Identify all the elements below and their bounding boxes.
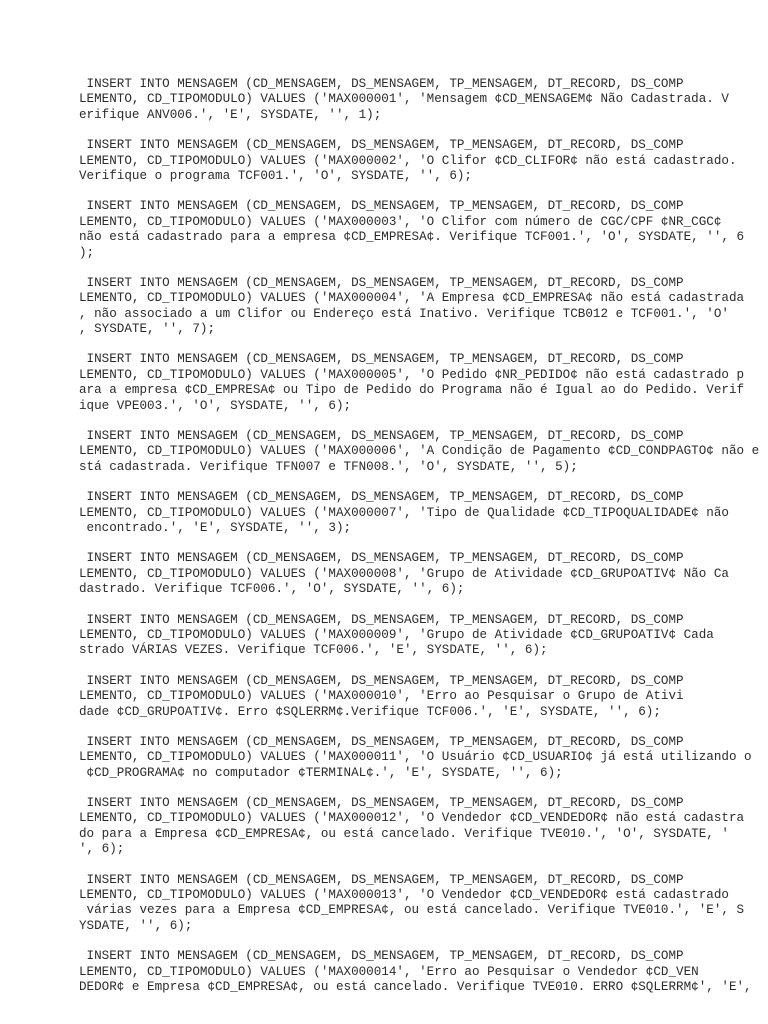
statement-text-line: LEMENTO, CD_TIPOMODULO) VALUES ('MAX000012', 'O Vendedor ¢CD_VENDEDOR¢ não está cadastra — [79, 811, 745, 826]
sql-insert-statement — [79, 613, 764, 659]
sql-insert-statement — [79, 490, 764, 536]
sql-insert-statement — [79, 735, 764, 781]
sql-insert-statement — [79, 352, 764, 414]
statement-text-line: INSERT INTO MENSAGEM (CD_MENSAGEM, DS_MENSAGEM, TP_MENSAGEM, DT_RECORD, DS_COMP — [79, 138, 684, 153]
statement-text-line: LEMENTO, CD_TIPOMODULO) VALUES ('MAX000005', 'O Pedido ¢NR_PEDIDO¢ não está cadastrado p — [79, 367, 745, 382]
statement-text-line: INSERT INTO MENSAGEM (CD_MENSAGEM, DS_MENSAGEM, TP_MENSAGEM, DT_RECORD, DS_COMP — [79, 734, 684, 749]
statement-text-line: INSERT INTO MENSAGEM (CD_MENSAGEM, DS_MENSAGEM, TP_MENSAGEM, DT_RECORD, DS_COMP — [79, 352, 684, 367]
statement-text-line: INSERT INTO MENSAGEM (CD_MENSAGEM, DS_MENSAGEM, TP_MENSAGEM, DT_RECORD, DS_COMP — [79, 872, 684, 887]
statement-text-line: INSERT INTO MENSAGEM (CD_MENSAGEM, DS_MENSAGEM, TP_MENSAGEM, DT_RECORD, DS_COMP — [79, 612, 684, 627]
sql-insert-statement — [79, 949, 764, 995]
statement-text-line: INSERT INTO MENSAGEM (CD_MENSAGEM, DS_MENSAGEM, TP_MENSAGEM, DT_RECORD, DS_COMP — [79, 199, 684, 214]
statement-text-line: do para a Empresa ¢CD_EMPRESA¢, ou está cancelado. Verifique TVE010.', 'O', SYSDATE, ' — [79, 826, 729, 841]
sql-insert-statement — [79, 276, 764, 338]
statement-text-line: LEMENTO, CD_TIPOMODULO) VALUES ('MAX000008', 'Grupo de Atividade ¢CD_GRUPOATIV¢ Não Ca — [79, 566, 729, 581]
statement-text-line: LEMENTO, CD_TIPOMODULO) VALUES ('MAX000010', 'Erro ao Pesquisar o Grupo de Ativi — [79, 689, 684, 704]
statement-text-line: LEMENTO, CD_TIPOMODULO) VALUES ('MAX000014', 'Erro ao Pesquisar o Vendedor ¢CD_VEN — [79, 964, 699, 979]
statement-text-line: LEMENTO, CD_TIPOMODULO) VALUES ('MAX000011', 'O Usuário ¢CD_USUARIO¢ já está utilizando o — [79, 750, 752, 765]
statement-text-line: ); — [79, 245, 95, 260]
statement-text-line: INSERT INTO MENSAGEM (CD_MENSAGEM, DS_MENSAGEM, TP_MENSAGEM, DT_RECORD, DS_COMP — [79, 673, 684, 688]
statement-text-line: erifique ANV006.', 'E', SYSDATE, '', 1); — [79, 107, 382, 122]
statement-text-line: não está cadastrado para a empresa ¢CD_EMPRESA¢. Verifique TCF001.', 'O', SYSDATE, '', 6 — [79, 230, 745, 245]
statement-text-line: DEDOR¢ e Empresa ¢CD_EMPRESA¢, ou está cancelado. Verifique TVE010. ERRO ¢SQLERRM¢', 'E', — [79, 979, 752, 994]
sql-insert-statement — [79, 796, 764, 858]
sql-insert-statement — [79, 674, 764, 720]
statement-text-line: várias vezes para a Empresa ¢CD_EMPRESA¢, ou está cancelado. Verifique TVE010.', 'E', S — [79, 903, 745, 918]
statement-text-line: stá cadastrada. Verifique TFN007 e TFN008.', 'O', SYSDATE, '', 5); — [79, 459, 578, 474]
statement-text-line: encontrado.', 'E', SYSDATE, '', 3); — [79, 520, 352, 535]
statement-text-line: strado VÁRIAS VEZES. Verifique TCF006.', 'E', SYSDATE, '', 6); — [79, 643, 548, 658]
statement-text-line: LEMENTO, CD_TIPOMODULO) VALUES ('MAX000001', 'Mensagem ¢CD_MENSAGEM¢ Não Cadastrada. V — [79, 92, 729, 107]
sql-insert-statement — [79, 77, 764, 123]
statement-text-line: ', 6); — [79, 842, 125, 857]
sql-insert-statement — [79, 551, 764, 597]
statement-text-line: dastrado. Verifique TCF006.', 'O', SYSDATE, '', 6); — [79, 582, 465, 597]
statement-text-line: INSERT INTO MENSAGEM (CD_MENSAGEM, DS_MENSAGEM, TP_MENSAGEM, DT_RECORD, DS_COMP — [79, 551, 684, 566]
statement-text-line: INSERT INTO MENSAGEM (CD_MENSAGEM, DS_MENSAGEM, TP_MENSAGEM, DT_RECORD, DS_COMP — [79, 275, 684, 290]
statement-text-line: LEMENTO, CD_TIPOMODULO) VALUES ('MAX000003', 'O Clifor com número de CGC/CPF ¢NR_CGC¢ — [79, 214, 722, 229]
statement-text-line: LEMENTO, CD_TIPOMODULO) VALUES ('MAX000004', 'A Empresa ¢CD_EMPRESA¢ não está cadastrada — [79, 291, 745, 306]
statement-text-line: dade ¢CD_GRUPOATIV¢. Erro ¢SQLERRM¢.Verifique TCF006.', 'E', SYSDATE, '', 6); — [79, 704, 661, 719]
sql-insert-statement — [79, 873, 764, 935]
statement-text-line: YSDATE, '', 6); — [79, 918, 193, 933]
statement-text-line: LEMENTO, CD_TIPOMODULO) VALUES ('MAX000007', 'Tipo de Qualidade ¢CD_TIPOQUALIDADE¢ não — [79, 505, 729, 520]
statement-text-line: LEMENTO, CD_TIPOMODULO) VALUES ('MAX000013', 'O Vendedor ¢CD_VENDEDOR¢ está cadastrado — [79, 888, 729, 903]
statement-text-line: , não associado a um Clifor ou Endereço está Inativo. Verifique TCB012 e TCF001.', 'O' — [79, 306, 729, 321]
statement-text-line: INSERT INTO MENSAGEM (CD_MENSAGEM, DS_MENSAGEM, TP_MENSAGEM, DT_RECORD, DS_COMP — [79, 429, 684, 444]
sql-insert-statement — [79, 199, 764, 261]
statement-text-line: ¢CD_PROGRAMA¢ no computador ¢TERMINAL¢.', 'E', SYSDATE, '', 6); — [79, 765, 563, 780]
statement-text-line: INSERT INTO MENSAGEM (CD_MENSAGEM, DS_MENSAGEM, TP_MENSAGEM, DT_RECORD, DS_COMP — [79, 77, 684, 91]
statement-text-line: , SYSDATE, '', 7); — [79, 322, 216, 337]
statement-text-line: Verifique o programa TCF001.', 'O', SYSDATE, '', 6); — [79, 168, 472, 183]
sql-insert-statement — [79, 429, 764, 475]
document-page — [79, 77, 764, 1010]
statement-text-line: INSERT INTO MENSAGEM (CD_MENSAGEM, DS_MENSAGEM, TP_MENSAGEM, DT_RECORD, DS_COMP — [79, 949, 684, 964]
sql-insert-statement — [79, 138, 764, 184]
statement-text-line: ara a empresa ¢CD_EMPRESA¢ ou Tipo de Pedido do Programa não é Igual ao do Pedido. Verif — [79, 383, 745, 398]
statement-text-line: ique VPE003.', 'O', SYSDATE, '', 6); — [79, 398, 352, 413]
statement-text-line: LEMENTO, CD_TIPOMODULO) VALUES ('MAX000002', 'O Clifor ¢CD_CLIFOR¢ não está cadastrado. — [79, 153, 737, 168]
statement-text-line: LEMENTO, CD_TIPOMODULO) VALUES ('MAX000009', 'Grupo de Atividade ¢CD_GRUPOATIV¢ Cada — [79, 627, 714, 642]
statement-text-line: INSERT INTO MENSAGEM (CD_MENSAGEM, DS_MENSAGEM, TP_MENSAGEM, DT_RECORD, DS_COMP — [79, 490, 684, 505]
statement-text-line: LEMENTO, CD_TIPOMODULO) VALUES ('MAX000006', 'A Condição de Pagamento ¢CD_CONDPAGTO¢ não e — [79, 444, 760, 459]
statement-text-line: INSERT INTO MENSAGEM (CD_MENSAGEM, DS_MENSAGEM, TP_MENSAGEM, DT_RECORD, DS_COMP — [79, 796, 684, 811]
